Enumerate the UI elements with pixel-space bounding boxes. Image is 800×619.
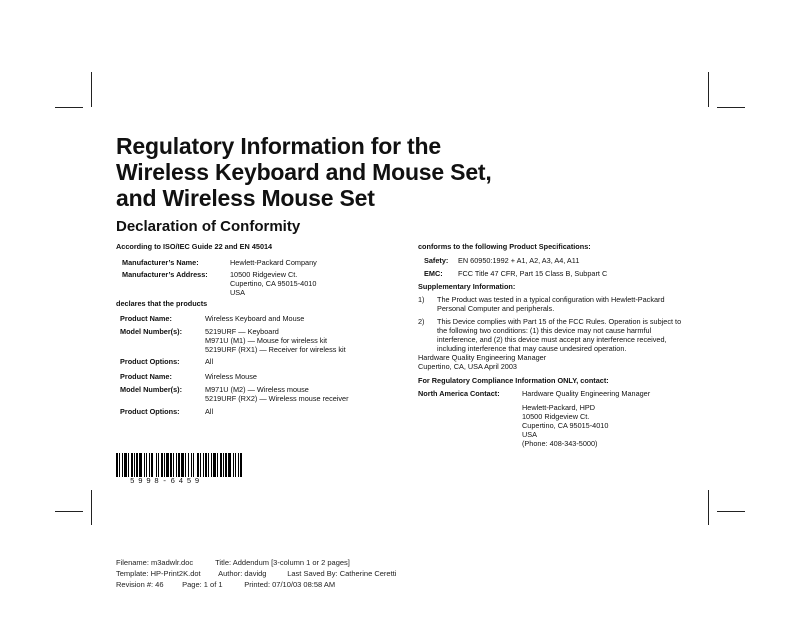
manufacturer-address [230,270,316,297]
footer-revision: Revision #: 46 [116,580,164,589]
footer-page: Page: 1 of 1 [182,580,223,589]
product-name: Wireless Mouse [205,372,257,381]
footer-title: Title: Addendum [3-column 1 or 2 pages] [215,558,350,567]
footer-line [116,557,396,568]
right-column [418,242,693,452]
emc-spec: FCC Title 47 CFR, Part 15 Class B, Subpart C [458,269,608,278]
contact-label: North America Contact: [418,389,500,398]
contact-phone: (Phone: 408-343-5000) [522,439,598,448]
manufacturer-address-label: Manufacturer’s Address: [122,270,208,279]
crop-mark [55,107,83,108]
address-line: USA [230,288,246,297]
contact-address-line: 10500 Ridgeview Ct. [522,412,590,421]
manufacturer-name: Hewlett-Packard Company [230,258,317,267]
model-line: 5219URF (RX1) — Receiver for wireless kit [205,345,346,354]
model-line: 5219URF (RX2) — Wireless mouse receiver [205,394,349,403]
product-options: All [205,357,214,366]
model-line: 5219URF — Keyboard [205,327,279,336]
crop-mark [91,72,92,107]
crop-mark [717,107,745,108]
item-line: the following two conditions: (1) this device may not cause harmful [437,326,652,335]
item-number: 1) [418,295,425,304]
item-line: This Device complies with Part 15 of the FCC Rules. Operation is subject to [437,317,682,326]
supplementary-heading: Supplementary Information: [418,282,516,291]
title-line: Regulatory Information for the [116,133,441,159]
barcode-bar [240,453,242,477]
barcode [116,453,243,477]
item-line: The Product was tested in a typical configuration with Hewlett-Packard [437,295,665,304]
footer-line [116,579,396,590]
address-line: Cupertino, CA 95015-4010 [230,279,317,288]
product-name-label: Product Name: [120,372,172,381]
footer-template: Template: HP-Print2K.dot [116,569,201,578]
product-options-label: Product Options: [120,407,180,416]
model-numbers-label: Model Number(s): [120,385,183,394]
product-name: Wireless Keyboard and Mouse [205,314,305,323]
safety-spec: EN 60950:1992 + A1, A2, A3, A4, A11 [458,256,580,265]
barcode-number: 5998-6459 [130,478,203,486]
title-line: and Wireless Mouse Set [116,185,375,211]
safety-label: Safety: [424,256,449,265]
page-title [116,133,636,211]
model-line: M971U (M1) — Mouse for wireless kit [205,336,328,345]
manager-line: Hardware Quality Engineering Manager [418,353,547,362]
model-numbers-label: Model Number(s): [120,327,183,336]
model-line: M971U (M2) — Wireless mouse [205,385,309,394]
according-heading: According to ISO/IEC Guide 22 and EN 45014 [116,242,273,251]
footer-author: Author: davidg [218,569,267,578]
item-line: interference, and (2) this device must accept any interference received, [437,335,667,344]
contact-address-line: USA [522,430,538,439]
left-column [116,242,416,422]
item-line: including interference that may cause undesired operation. [437,344,627,353]
crop-mark [55,511,83,512]
regulatory-heading: For Regulatory Compliance Information ONLY, contact: [418,376,609,385]
contact-address-line: Cupertino, CA 95015-4010 [522,421,609,430]
contact-title: Hardware Quality Engineering Manager [522,389,651,398]
footer-filename: Filename: m3adwlr.doc [116,558,194,567]
item-line: Personal Computer and peripherals. [437,304,555,313]
declares-heading: declares that the products [116,299,208,308]
model-numbers [205,385,349,403]
contact-address-line: Hewlett-Packard, HPD [522,403,595,412]
crop-mark [717,511,745,512]
crop-mark [708,72,709,107]
contact-address [522,403,608,439]
supplementary-item [437,295,665,313]
title-line: Wireless Keyboard and Mouse Set, [116,159,492,185]
document-footer [116,557,396,590]
footer-printed: Printed: 07/10/03 08:58 AM [244,580,336,589]
conforms-heading: conforms to the following Product Specifications: [418,242,591,251]
product-name-label: Product Name: [120,314,172,323]
supplementary-item [437,317,681,353]
model-numbers [205,327,346,354]
product-options: All [205,407,214,416]
product-options-label: Product Options: [120,357,180,366]
subtitle: Declaration of Conformity [116,218,301,235]
crop-mark [708,490,709,525]
manager-signature [418,353,546,371]
manager-line: Cupertino, CA, USA April 2003 [418,362,517,371]
manufacturer-name-label: Manufacturer’s Name: [122,258,199,267]
footer-last-saved: Last Saved By: Catherine Ceretti [287,569,397,578]
emc-label: EMC: [424,269,443,278]
address-line: 10500 Ridgeview Ct. [230,270,298,279]
crop-mark [91,490,92,525]
footer-line [116,568,396,579]
item-number: 2) [418,317,425,326]
